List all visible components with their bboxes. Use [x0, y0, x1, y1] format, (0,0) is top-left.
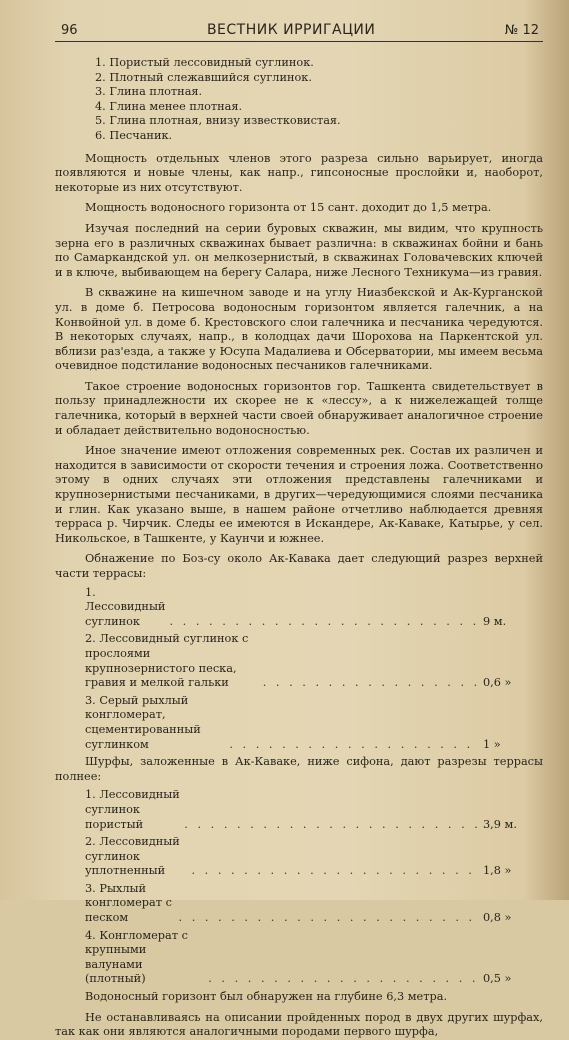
leader-dots	[179, 911, 479, 926]
paragraph: Мощность водоносного горизонта от 15 сант. доходит до 1,5 метра.	[85, 201, 492, 215]
row-label: 2. Лессовидный суглинок уплотненный	[85, 835, 180, 878]
paragraph: Иное значение имеют отложения современных рек. Состав их различен и находится в зависимости от скорости течения и строения ложа. Соответственно этому в одних случаях эти отложения представлены галечниками и крупнозернистыми песчаниками, в других—чередующимися слоями песчаника и глин. Как указано выше, в нашем районе отчетливо наблюдается древняя терраса р. Чирчик. Следы ее имеются в Искандере, Ак-Каваке, Катырье, у сел. Никольское, в Ташкенте, у Каунчи и южнее.	[55, 444, 543, 545]
section1-row	[55, 586, 543, 630]
row-label: 2. Лессовидный суглинок с прослоями крупнозернистого песка, гравия и мелкой гальки	[85, 632, 249, 690]
row-label: 1. Лессовидный суглинок пористый	[85, 788, 180, 831]
section2-row	[55, 882, 543, 926]
page-number: 96	[61, 23, 78, 38]
running-header	[55, 22, 543, 42]
paragraph: Не останавливаясь на описании пройденных пород в двух других шурфах, так как они являются аналогичными породами первого шурфа,	[55, 1010, 543, 1039]
leader-dots	[263, 676, 479, 691]
row-label: 4. Конгломерат с крупными валунами (плотный)	[85, 928, 188, 986]
leader-dots	[208, 972, 479, 987]
section2-row	[55, 835, 543, 879]
row-label: 3. Рыхлый конгломерат с песком	[85, 881, 172, 925]
paragraph: Такое строение водоносных горизонтов гор. Ташкента свидетельствует в пользу принадлежности их скорее не к «лессу», а к нижележащей толще галечника, который в верхней части своей обнаруживает аналогичное строение и обладает действительно водоносностью.	[55, 379, 543, 437]
paragraph: Мощность отдельных членов этого разреза сильно варьирует, иногда появляются и новые члены, как напр., гипсоносные прослойки и, наоборот, некоторые из них отсутствуют.	[55, 151, 543, 194]
leader-dots	[229, 738, 479, 753]
row-value: 3,9 м.	[483, 817, 517, 831]
leader-dots	[169, 615, 479, 630]
row-value: 9 м.	[483, 614, 507, 628]
row-value: 1 »	[483, 737, 501, 751]
issue-number: № 12	[504, 23, 539, 38]
row-value: 0,6 »	[483, 676, 512, 690]
paragraph: Водоносный горизонт был обнаружен на глубине 6,3 метра.	[85, 990, 448, 1004]
paragraph: Изучая последний на серии буровых скважин, мы видим, что крупность зерна его в различных скважинах бывает различна: в скважинах бойни и бань по Самаркандской ул. он мелкозернистый, в скважинах Головачевских ключей и в ключе, выбивающем на берегу Салара, ниже Лесного Техникума—из гравия.	[55, 221, 543, 279]
section2-row	[55, 929, 543, 987]
layers-list	[55, 56, 543, 144]
row-value: 1,8 »	[483, 864, 512, 878]
section1-row	[55, 694, 543, 752]
section1-row	[55, 632, 543, 690]
row-value: 0,8 »	[483, 911, 512, 925]
row-label: 3. Серый рыхлый конгломерат, сцементированный суглинком	[85, 693, 201, 751]
list-item: 3. Глина плотная.	[95, 85, 203, 99]
journal-title: ВЕСТНИК ИРРИГАЦИИ	[206, 22, 376, 38]
list-item: 4. Глина менее плотная.	[95, 99, 243, 113]
row-value: 0,5 »	[483, 972, 512, 986]
paragraph: Шурфы, заложенные в Ак-Каваке, ниже сифона, дают разрезы террасы полнее:	[55, 755, 543, 783]
body-text	[55, 56, 543, 1040]
list-item: 6. Песчаник.	[95, 128, 173, 142]
row-label: 1. Лессовидный суглинок	[85, 585, 166, 628]
paragraph: В скважине на кишечном заводе и на углу Ниазбекской и Ак-Курганской ул. в доме б. Петросова водоносным горизонтом является галечник, а на Конвойной ул. в доме б. Крестовского слои галечника и песчаника чередуются. В некоторых случаях, напр., в колодцах дачи Шорохова на Паркентской ул. вблизи раз'езда, а также у Юсупа Мадалиева и Обсерватории, мы имеем весьма очевидное подстилание водоносных песчаников галечниками.	[55, 286, 543, 373]
section2-row	[55, 788, 543, 832]
list-item: 2. Плотный слежавшийся суглинок.	[95, 70, 312, 84]
list-item: 1. Пористый лессовидный суглинок.	[95, 56, 314, 69]
leader-dots	[184, 818, 479, 833]
paragraph: Обнажение по Боз-су около Ак-Кавака дает следующий разрез верхней части террасы:	[55, 552, 543, 580]
list-item: 5. Глина плотная, внизу известковистая.	[95, 114, 341, 128]
leader-dots	[191, 864, 479, 879]
